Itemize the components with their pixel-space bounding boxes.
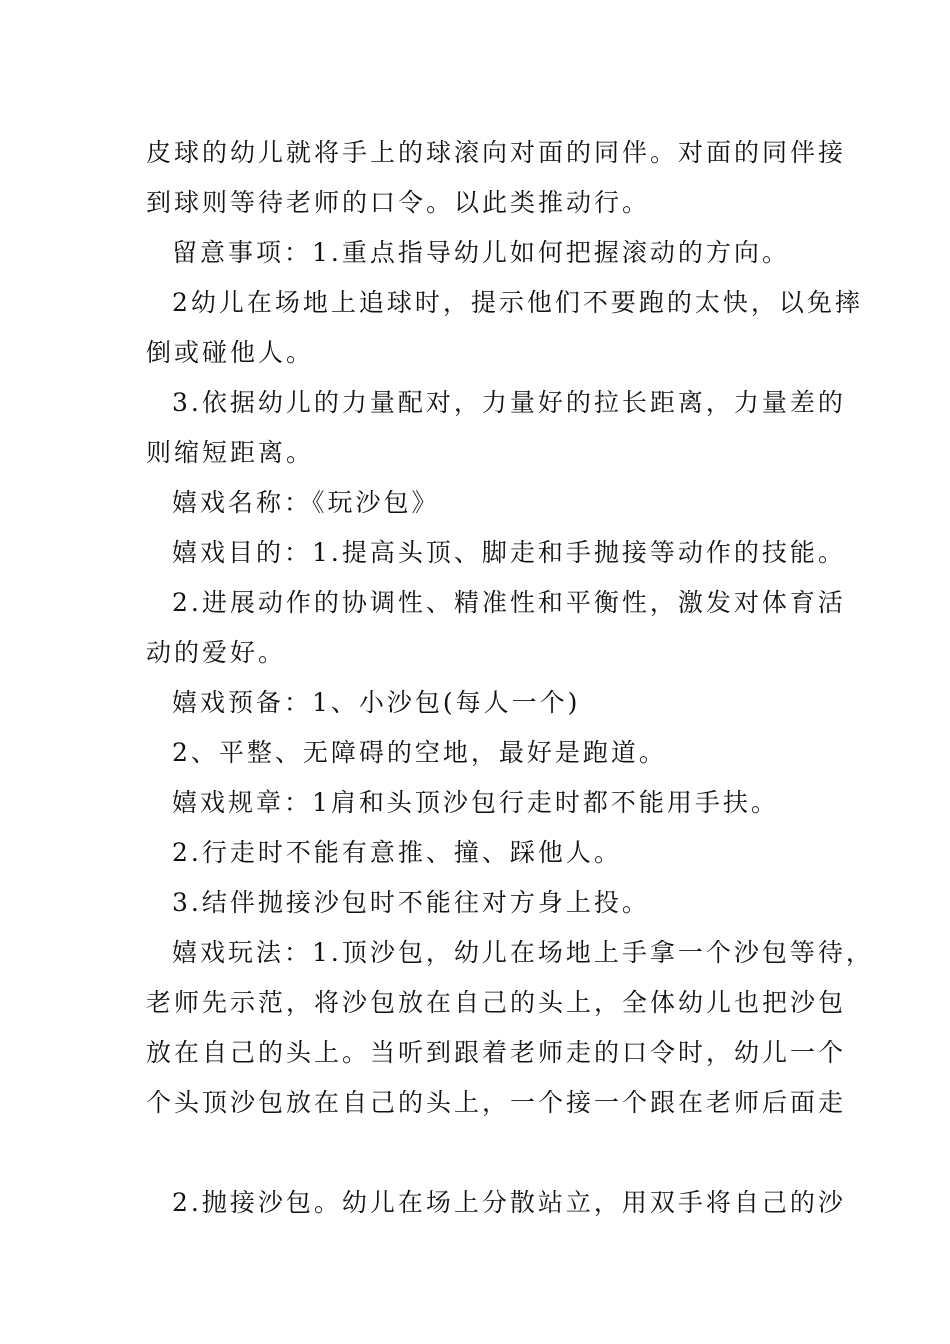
text-line: 老师先示范，将沙包放在自己的头上，全体幼儿也把沙包 — [146, 988, 847, 1017]
text-line: 嬉戏目的：1.提高头顶、脚走和手抛接等动作的技能。 — [172, 538, 846, 567]
text-line: 动的爱好。 — [146, 638, 287, 667]
text-line: 嬉戏预备：1、小沙包(每人一个) — [172, 688, 581, 717]
paragraph-gap — [146, 1128, 836, 1178]
text-line: 则缩短距离。 — [146, 438, 315, 467]
text-line: 2.抛接沙包。幼儿在场上分散站立，用双手将自己的沙 — [172, 1188, 846, 1217]
text-line: 2、平整、无障碍的空地，最好是跑道。 — [172, 738, 667, 767]
text-line: 到球则等待老师的口令。以此类推动行。 — [146, 188, 651, 217]
text-line: 2.行走时不能有意推、撞、踩他人。 — [172, 838, 622, 867]
text-line: 嬉戏名称：《玩沙包》 — [172, 488, 440, 517]
text-line: 留意事项：1.重点指导幼儿如何把握滚动的方向。 — [172, 238, 790, 267]
text-line: 2.进展动作的协调性、精准性和平衡性，激发对体育活 — [172, 588, 846, 617]
text-line: 倒或碰他人。 — [146, 338, 315, 367]
document-body — [146, 128, 874, 1228]
text-line: 皮球的幼儿就将手上的球滚向对面的同伴。对面的同伴接 — [146, 138, 847, 167]
text-line: 2幼儿在场地上追球时，提示他们不要跑的太快，以免摔 — [172, 288, 863, 317]
text-line: 嬉戏玩法：1.顶沙包，幼儿在场地上手拿一个沙包等待， — [172, 938, 874, 967]
text-line: 个头顶沙包放在自己的头上，一个接一个跟在老师后面走 — [146, 1088, 847, 1117]
text-line: 3.结伴抛接沙包时不能往对方身上投。 — [172, 888, 650, 917]
text-line: 嬉戏规章：1肩和头顶沙包行走时都不能用手扶。 — [172, 788, 779, 817]
text-line: 放在自己的头上。当听到跟着老师走的口令时，幼儿一个 — [146, 1038, 847, 1067]
text-line: 3.依据幼儿的力量配对，力量好的拉长距离，力量差的 — [172, 388, 846, 417]
